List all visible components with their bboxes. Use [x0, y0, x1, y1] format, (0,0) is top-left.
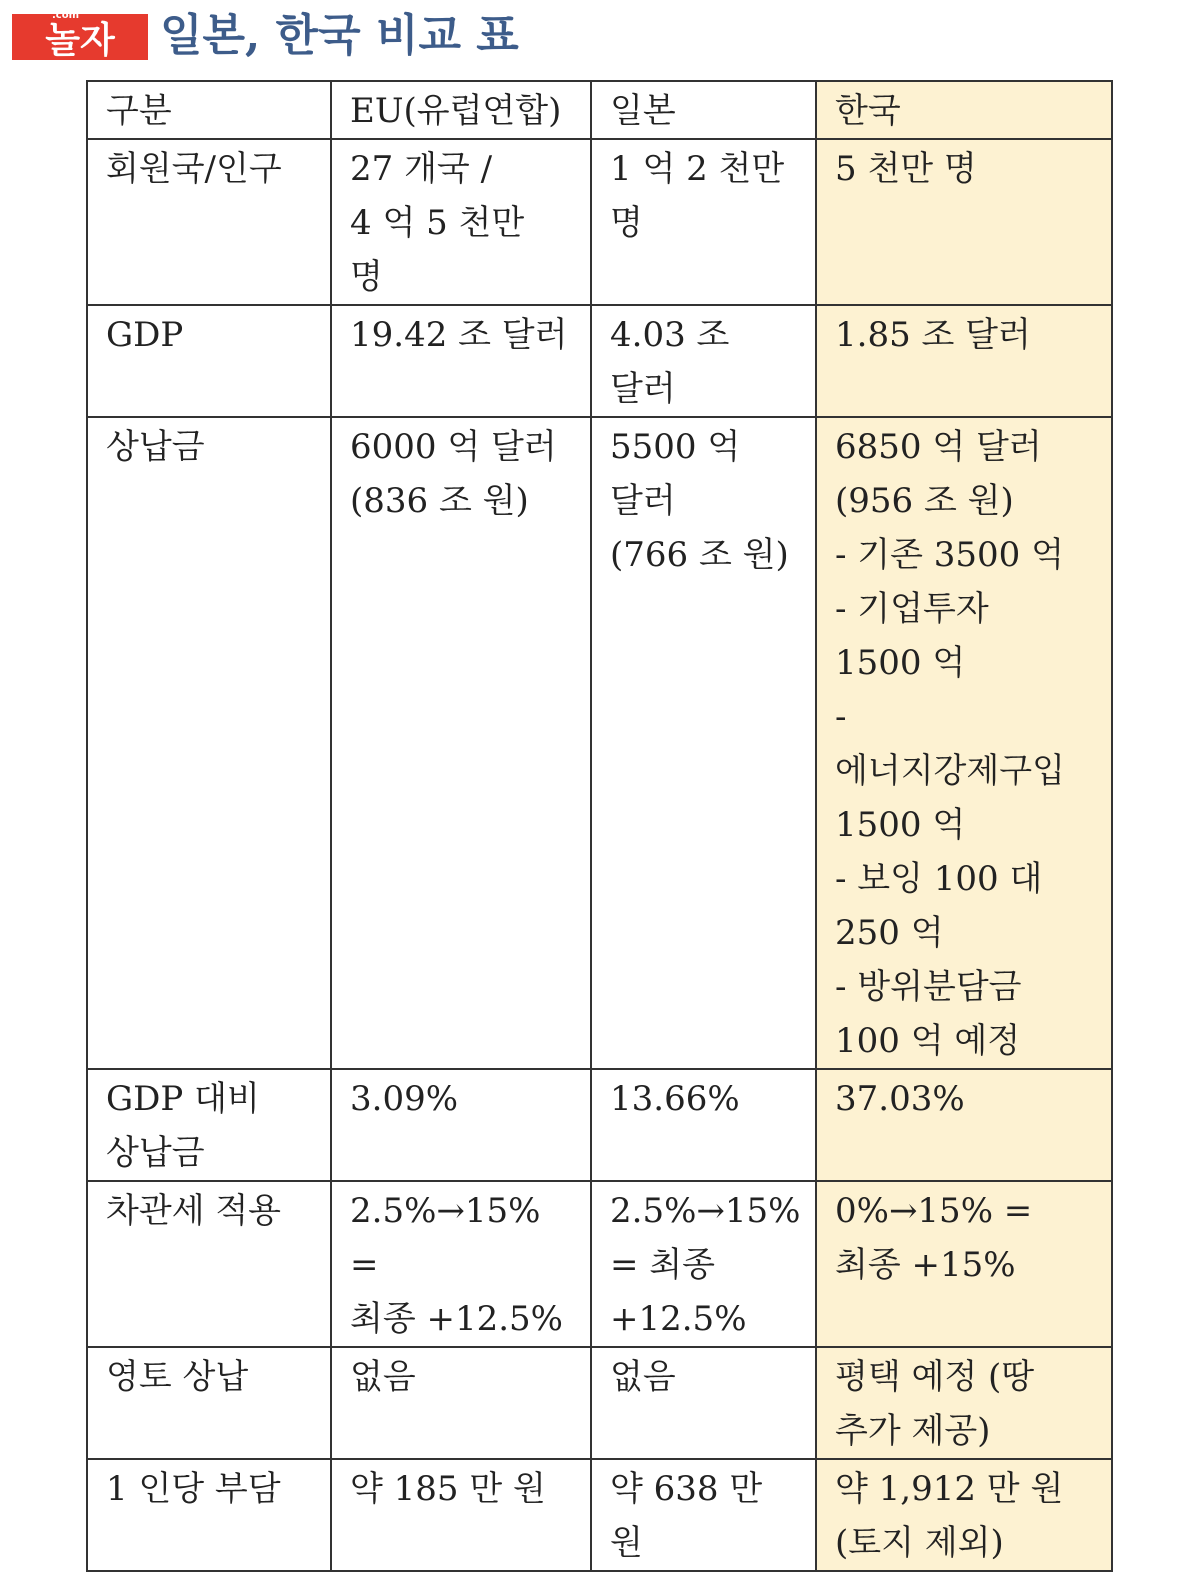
cell-label: [87, 1069, 331, 1181]
cell-label: [87, 1181, 331, 1347]
cell-line: 2.5%→15%: [610, 1191, 801, 1231]
cell-line: 추가 제공): [835, 1411, 991, 1451]
header-category: 구분: [87, 81, 331, 139]
cell-japan: [591, 305, 816, 417]
cell-line: 평택 예정 (땅: [835, 1357, 1035, 1397]
cell-line: 명: [610, 203, 643, 243]
cell-eu: [331, 1347, 591, 1459]
cell-line: GDP 대비: [106, 1079, 260, 1119]
cell-line: +12.5%: [610, 1299, 747, 1339]
cell-line: 최종 +15%: [835, 1245, 1016, 1285]
cell-line: 상납금: [106, 427, 205, 467]
cell-line: GDP: [106, 315, 184, 355]
header-eu: EU(유럽연합): [331, 81, 591, 139]
cell-line: 3.09%: [350, 1079, 459, 1119]
cell-eu: [331, 1459, 591, 1571]
cell-japan: [591, 1347, 816, 1459]
cell-line: 13.66%: [610, 1079, 740, 1119]
cell-line: 에너지강제구입: [835, 751, 1065, 791]
cell-line: 5500 억: [610, 427, 741, 467]
cell-line: 100 억 예정: [835, 1021, 1021, 1061]
cell-line: - 방위분담금: [835, 967, 1022, 1007]
cell-korea: [816, 1347, 1112, 1459]
cell-line: 약 185 만 원: [350, 1469, 546, 1509]
cell-line: 1 인당 부담: [106, 1469, 281, 1509]
cell-japan: [591, 1181, 816, 1347]
cell-label: [87, 305, 331, 417]
cell-japan: [591, 1459, 816, 1571]
cell-line: 1 억 2 천만: [610, 149, 785, 189]
logo-sub-text: .com: [52, 10, 80, 21]
cell-line: 원: [610, 1523, 643, 1563]
cell-line: 달러: [610, 369, 676, 409]
cell-eu: [331, 1181, 591, 1347]
cell-korea: [816, 1459, 1112, 1571]
cell-line: 달러: [610, 481, 676, 521]
cell-japan: [591, 139, 816, 305]
cell-eu: [331, 139, 591, 305]
cell-line: 명: [350, 257, 383, 297]
cell-label: [87, 1459, 331, 1571]
cell-line: 최종 +12.5%: [350, 1299, 563, 1339]
cell-label: [87, 139, 331, 305]
cell-line: 37.03%: [835, 1079, 965, 1119]
cell-japan: [591, 417, 816, 1069]
table-row-tariff: [87, 1181, 1112, 1347]
site-logo: [12, 8, 148, 62]
table-row-gdp-ratio: [87, 1069, 1112, 1181]
cell-eu: [331, 417, 591, 1069]
cell-eu: [331, 305, 591, 417]
cell-line: 없음: [610, 1357, 676, 1397]
cell-line: 약 1,912 만 원: [835, 1469, 1064, 1509]
cell-korea: [816, 417, 1112, 1069]
cell-line: 19.42 조 달러: [350, 315, 568, 355]
cell-korea: [816, 139, 1112, 305]
cell-label: [87, 417, 331, 1069]
cell-label: [87, 1347, 331, 1459]
cell-line: (766 조 원): [610, 535, 789, 575]
cell-line: 4.03 조: [610, 315, 730, 355]
cell-line: - 기존 3500 억: [835, 535, 1064, 575]
header-row: [87, 81, 1112, 139]
comparison-table: [86, 80, 1113, 1572]
table-row-tribute: [87, 417, 1112, 1069]
cell-line: 1500 억: [835, 643, 966, 683]
table-row-members-population: [87, 139, 1112, 305]
cell-line: 영토 상납: [106, 1357, 249, 1397]
cell-line: (836 조 원): [350, 481, 529, 521]
cell-japan: [591, 1069, 816, 1181]
cell-line: 2.5%→15% =: [350, 1191, 541, 1285]
cell-korea: [816, 1181, 1112, 1347]
cell-line: = 최종: [610, 1245, 715, 1285]
cell-line: - 보잉 100 대: [835, 859, 1043, 899]
table-row-gdp: [87, 305, 1112, 417]
header-japan: 일본: [591, 81, 816, 139]
cell-line: 250 억: [835, 913, 944, 953]
cell-eu: [331, 1069, 591, 1181]
cell-line: 5 천만 명: [835, 149, 977, 189]
cell-line: 27 개국 /: [350, 149, 493, 189]
header-korea: 한국: [816, 81, 1112, 139]
cell-line: 상납금: [106, 1133, 205, 1173]
cell-line: - 기업투자: [835, 589, 989, 629]
cell-line: 1.85 조 달러: [835, 315, 1031, 355]
cell-line: 약 638 만: [610, 1469, 763, 1509]
cell-line: 1500 억: [835, 805, 966, 845]
cell-line: 6850 억 달러: [835, 427, 1042, 467]
cell-korea: [816, 305, 1112, 417]
cell-line: 6000 억 달러: [350, 427, 557, 467]
cell-line: 회원국/인구: [106, 149, 282, 189]
cell-line: 없음: [350, 1357, 416, 1397]
cell-line: 차관세 적용: [106, 1191, 282, 1231]
cell-line: (956 조 원): [835, 481, 1014, 521]
cell-korea: [816, 1069, 1112, 1181]
cell-line: 4 억 5 천만: [350, 203, 525, 243]
logo-text: 놀자: [45, 20, 115, 61]
page-title: 일본, 한국 비교 표: [160, 10, 519, 61]
table-row-per-capita-burden: [87, 1459, 1112, 1571]
cell-line: (토지 제외): [835, 1523, 1004, 1563]
cell-line: -: [835, 697, 847, 737]
table-row-territory: [87, 1347, 1112, 1459]
cell-line: 0%→15% =: [835, 1191, 1033, 1231]
